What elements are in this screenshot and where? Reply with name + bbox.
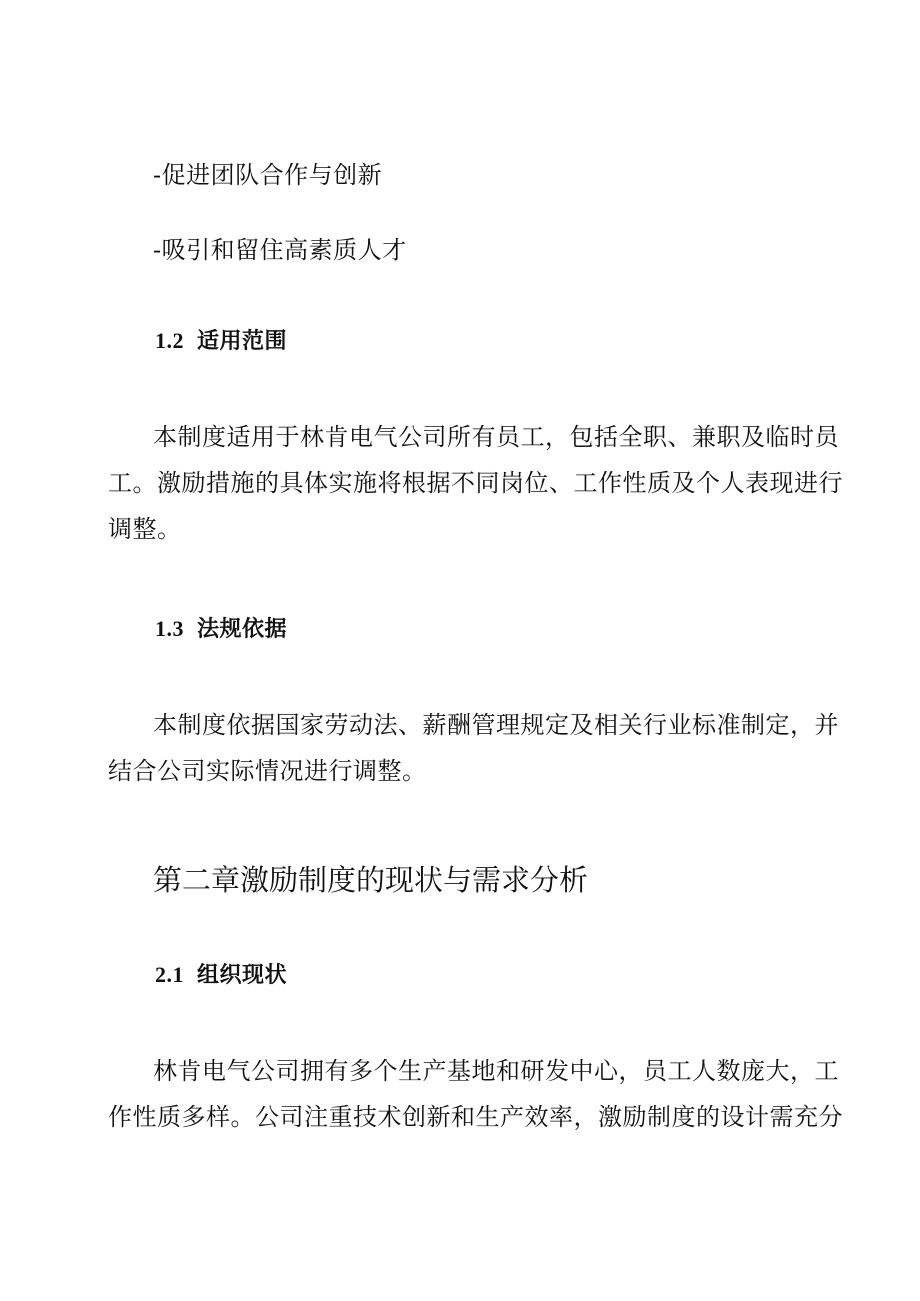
section-title: 法规依据 <box>197 617 288 642</box>
section-title: 适用范围 <box>197 329 288 354</box>
chapter-title: 第二章激励制度的现状与需求分析 <box>153 863 589 897</box>
section-heading-2-1 <box>155 960 287 991</box>
paragraph-org-line-1: 林肯电气公司拥有多个生产基地和研发中心，员工人数庞大，工 <box>153 1057 839 1085</box>
section-number: 2.1 <box>155 962 184 987</box>
paragraph-legal-line-2: 结合公司实际情况进行调整。 <box>108 757 427 785</box>
section-heading-1-2 <box>155 326 287 357</box>
paragraph-scope-line-2: 工。激励措施的具体实施将根据不同岗位、工作性质及个人表现进行 <box>108 469 843 497</box>
bullet-item-teamwork: -促进团队合作与创新 <box>153 161 383 189</box>
section-number: 1.3 <box>155 616 184 641</box>
section-title: 组织现状 <box>197 963 288 988</box>
paragraph-scope-line-3: 调整。 <box>108 515 182 543</box>
paragraph-legal-line-1: 本制度依据国家劳动法、薪酬管理规定及相关行业标准制定，并 <box>153 711 839 739</box>
paragraph-scope-line-1: 本制度适用于林肯电气公司所有员工，包括全职、兼职及临时员 <box>153 423 839 451</box>
section-number: 1.2 <box>155 328 184 353</box>
section-heading-1-3 <box>155 614 287 645</box>
bullet-item-talent: -吸引和留住高素质人才 <box>153 236 407 264</box>
paragraph-org-line-2: 作性质多样。公司注重技术创新和生产效率，激励制度的设计需充分 <box>108 1103 843 1131</box>
